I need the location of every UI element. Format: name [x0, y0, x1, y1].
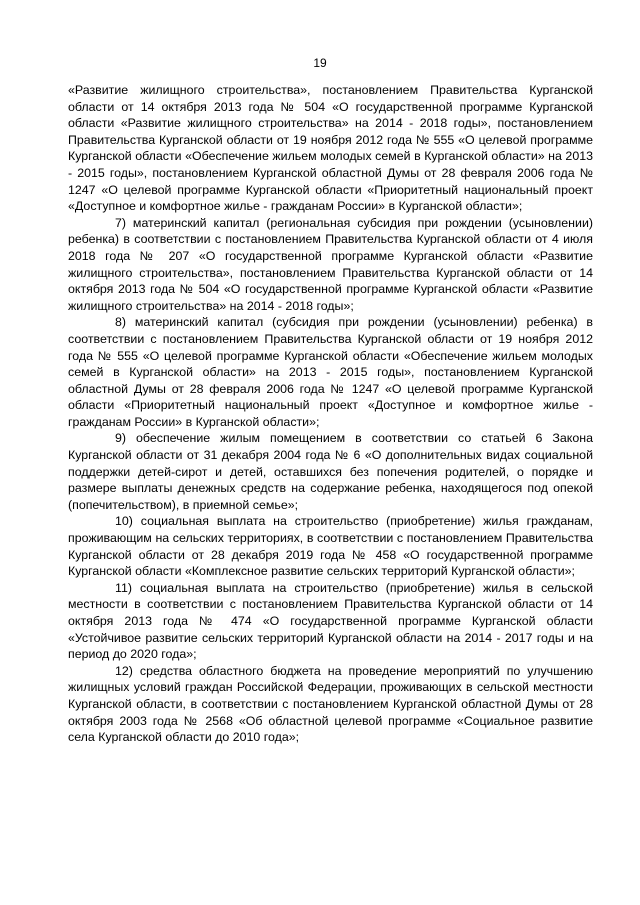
- paragraph-item-8: 8) материнский капитал (субсидия при рождении (усыновлении) ребенка) в соответствии с постановлением Правительства Курганской области от 19 ноября 2012 года № 555 «О целевой программе Курганской области «Обеспечение жильем молодых семей в Курганской области» на 2013 - 2015 годы», постановлением Курганской областной Думы от 28 февраля 2006 года № 1247 «О целевой программе Курганской области «Приоритетный национальный проект «Доступное и комфортное жилье - гражданам России» в Курганской области»;: [68, 315, 593, 429]
- page-number: 19: [313, 56, 327, 70]
- paragraph-item-7: 7) материнский капитал (региональная субсидия при рождении (усыновлении) ребенка) в соответствии с постановлением Правительства Курганской области от 4 июля 2018 года № 207 «О государственной программе Курганской области «Развитие жилищного строительства», постановлением Правительства Курганской области от 14 октября 2013 года № 504 «О государственной программе Курганской области «Развитие жилищного строительства» на 2014 - 2018 годы»;: [68, 215, 593, 313]
- paragraph-continuation: «Развитие жилищного строительства», постановлением Правительства Курганской области от 14 октября 2013 года № 504 «О государственной программе Курганской области «Развитие жилищного строительства» на 2014 - 2018 годы», постановлением Правительства Курганской области от 19 ноября 2012 года № 555 «О целевой программе Курганской области «Обеспечение жильем молодых семей в Курганской области» на 2013 - 2015 годы», постановлением Курганской областной Думы от 28 февраля 2006 года № 1247 «О целевой программе Курганской области «Приоритетный национальный проект «Доступное и комфортное жилье - гражданам России» в Курганской области»;: [68, 83, 593, 214]
- paragraph-item-11: 11) социальная выплата на строительство (приобретение) жилья в сельской местности в соответствии с постановлением Правительства Курганской области от 14 октября 2013 года № 474 «О государственной программе Курганской области «Устойчивое развитие сельских территорий Курганской области на 2014 - 2017 годы и на период до 2020 года»;: [68, 580, 593, 662]
- paragraph-item-9: 9) обеспечение жилым помещением в соответствии со статьей 6 Закона Курганской области от 31 декабря 2004 года № 6 «О дополнительных видах социальной поддержки детей-сирот и детей, оставшихся без попечения родителей, о порядке и размере выплаты денежных средств на содержание ребенка, находящегося под опекой (попечительством), в приемной семье»;: [68, 431, 593, 512]
- paragraph-item-12: 12) средства областного бюджета на проведение мероприятий по улучшению жилищных условий граждан Российской Федерации, проживающих в сельской местности Курганской области, в соответствии с постановлением Курганской областной Думы от 28 октября 2003 года № 2568 «Об областной целевой программе «Социальное развитие села Курганской области до 2010 года»;: [68, 663, 593, 745]
- document-body: [68, 82, 593, 746]
- paragraph-item-10: 10) социальная выплата на строительство (приобретение) жилья гражданам, проживающим на сельских территориях, в соответствии с постановлением Правительства Курганской области от 28 декабря 2019 года № 458 «О государственной программе Курганской области «Комплексное развитие сельских территорий Курганской области»;: [68, 514, 593, 579]
